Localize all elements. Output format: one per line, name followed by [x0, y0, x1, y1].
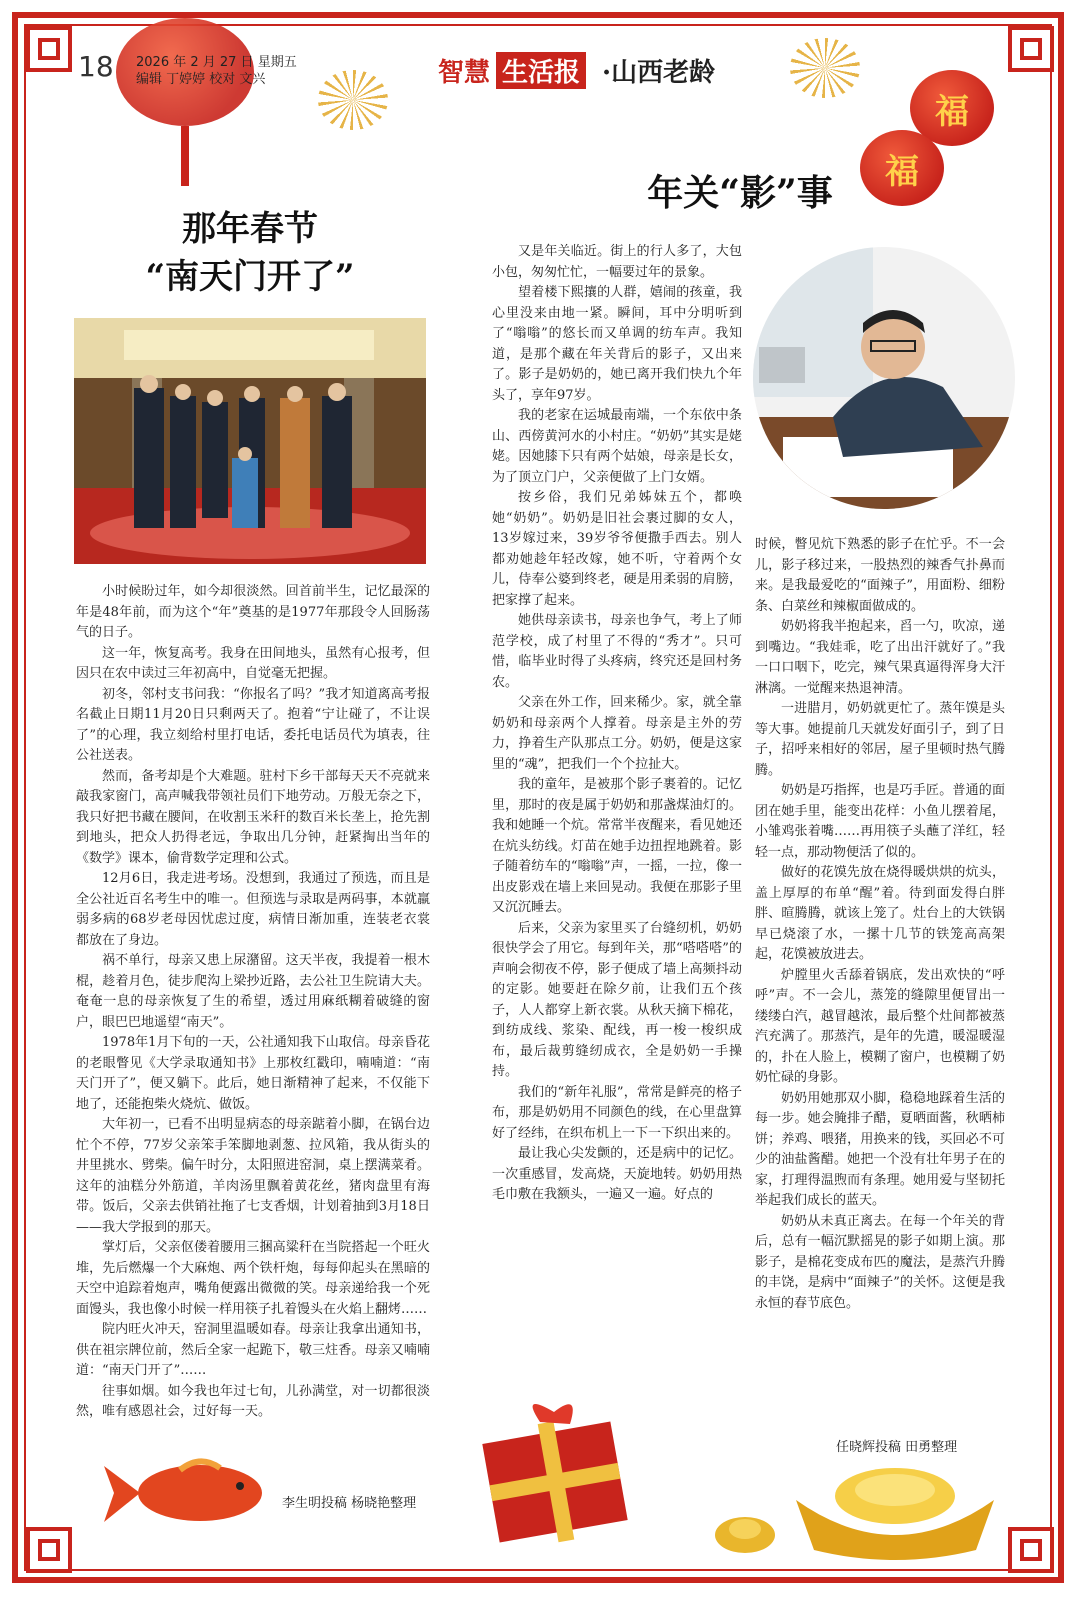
paragraph: 祸不单行，母亲又患上尿潴留。这天半夜，我提着一根木棍，趁着月色，徒步爬沟上梁抄近路，去公社卫生院请大夫。奄奄一息的母亲恢复了生的希望，透过用麻纸糊着破缝的窗户，眼巴巴地遥望“南天”。	[76, 953, 430, 1030]
gold-ingot-decoration	[790, 1450, 1000, 1560]
right-article-body-col1	[492, 242, 742, 1206]
paragraph: 小时候盼过年，如今却很淡然。回首前半生，记忆最深的年是48年前，而为这个“年”奠基的是1977年那段令人回肠荡气的日子。	[76, 584, 430, 640]
paragraph: 最让我心尖发颤的，还是病中的记忆。一次重感冒，发高烧，天旋地转。奶奶用热毛巾敷在我额头，一遍又一遍。好点的	[492, 1146, 742, 1202]
paragraph: 一进腊月，奶奶就更忙了。蒸年馍是头等大事。她提前几天就发好面引子，到了日子，招呼来相好的邻居，屋子里顿时热气腾腾。	[755, 701, 1005, 778]
issue-meta	[136, 54, 297, 88]
paragraph: 12月6日，我走进考场。没想到，我通过了预选，而且是全公社近百名考生中的唯一。但预选与录取是两码事，本就羸弱多病的68岁老母因忧虑过度，病情日渐加重，连装老衣裳都放在了身边。	[76, 871, 430, 948]
right-article-title: 年关“影”事	[647, 172, 833, 214]
corner-ornament	[1000, 18, 1062, 80]
paragraph: 炉膛里火舌舔着锅底，发出欢快的“呼呼”声。不一会儿，蒸笼的缝隙里便冒出一缕缕白汽，越冒越浓，最后整个灶间都被蒸汽充满了。那蒸汽，是年的先遣，暖湿暖湿的，扑在人脸上，模糊了窗户，也模糊了奶奶忙碌的身影。	[755, 967, 1005, 1085]
paragraph: 然而，备考却是个大难题。驻村下乡干部每天天不亮就来敲我家窗门，高声喊我带领社员们下地劳动。万般无奈之下，我只好把书藏在腰间，在收割玉米秆的数百米长垄上，抢先割到地头，把众人扔得老远，争取出几分钟，赶紧掏出当年的《数学》课本，偷背数学定理和公式。	[76, 768, 430, 866]
paragraph: 大年初一，已看不出明显病态的母亲踮着小脚，在锅台边忙个不停，77岁父亲笨手笨脚地剥葱、拉风箱，我从街头的井里挑水、劈柴。偏午时分，太阳照进窑洞，桌上摆满菜肴。这年的油糕分外筋道，羊肉汤里飘着黄花丝，猪肉盘里有海带。饭后，父亲去供销社拖了七支香烟，计划着抽到3月18日——我大学报到的那天。	[76, 1117, 430, 1235]
paragraph: 1978年1月下旬的一天，公社通知我下山取信。母亲昏花的老眼瞥见《大学录取通知书》上那枚红戳印，喃喃道：“南天门开了”，便又躺下。此后，她日渐精神了起来，不仅能下地了，还能抱柴火烧炕、做饭。	[76, 1035, 430, 1112]
masthead-wisdom: 智慧	[438, 58, 491, 88]
paragraph: 时候，瞥见炕下熟悉的影子在忙乎。不一会儿，影子移过来，一股热烈的辣香气扑鼻而来。是我最爱吃的“面辣子”，用面粉、细粉条、白菜丝和辣椒面做成的。	[755, 537, 1005, 614]
fortune-ornament: 福	[910, 70, 994, 146]
gold-nugget-decoration	[712, 1505, 778, 1557]
lantern-tassel	[181, 126, 189, 186]
paragraph: 我的童年，是被那个影子裹着的。记忆里，那时的夜是属于奶奶和那盏煤油灯的。我和她睡一个炕。常常半夜醒来，看见她还在炕头纺线。灯苗在她手边扭捏地跳着。影子随着纺车的“嗡嗡”声，一摇，一拉，像一出皮影戏在墙上来回晃动。我便在那影子里又沉沉睡去。	[492, 777, 742, 915]
page-number: 18	[78, 50, 114, 83]
author-portrait	[753, 247, 1015, 509]
right-article-byline: 任晓辉投稿 田勇整理	[836, 1440, 958, 1455]
title-line: 那年春节	[182, 209, 318, 249]
paragraph: 望着楼下熙攘的人群，嬉闹的孩童，我心里没来由地一紧。瞬间，耳中分明听到了“嗡嗡”的悠长而又单调的纺车声。我知道，是那个藏在年关背后的影子，又出来了。影子是奶奶的，她已离开我们快九个年头了，享年97岁。	[492, 285, 742, 403]
masthead-logo: 生活报	[496, 52, 586, 89]
issue-date: 2026 年 2 月 27 日 星期五	[136, 55, 297, 70]
paragraph: 按乡俗，我们兄弟姊妹五个，都唤她“奶奶”。奶奶是旧社会裹过脚的女人，13岁嫁过来，39岁爷爷便撒手西去。别人都劝她趁年轻改嫁，她不听，守着两个女儿，侍奉公婆到终老，硬是用柔弱的肩膀，把家撑了起来。	[492, 490, 742, 608]
paragraph: 她供母亲读书，母亲也争气，考上了师范学校，成了村里了不得的“秀才”。只可惜，临毕业时得了头疼病，终究还是回村务农。	[492, 613, 742, 690]
gift-box-decoration	[470, 1392, 650, 1552]
paragraph: 我的老家在运城最南端，一个东依中条山、西傍黄河水的小村庄。“奶奶”其实是姥姥。因她膝下只有两个姑娘，母亲是长女，为了顶立门户，父亲便做了上门女婿。	[492, 408, 742, 485]
koi-fish-decoration	[100, 1448, 280, 1538]
paragraph: 初冬，邻村支书问我：“你报名了吗？”我才知道离高考报名截止日期11月20日只剩两天了。抱着“宁让碰了，不让误了”的心理，我立刻给村里打电话，委托电话员代为填表，往公社送表。	[76, 686, 430, 763]
right-article-body-col2	[755, 535, 1005, 1314]
paragraph: 往事如烟。如今我也年过七旬，儿孙满堂，对一切都很淡然，唯有感恩社会，过好每一天。	[76, 1383, 430, 1419]
left-article-title	[100, 205, 400, 301]
group-photo	[74, 318, 426, 564]
paragraph: 奶奶是巧指挥，也是巧手匠。普通的面团在她手里，能变出花样：小鱼儿摆着尾，小雏鸡张着嘴……再用筷子头蘸了洋红，轻轻一点，那动物便活了似的。	[755, 783, 1005, 860]
paragraph: 我们的“新年礼服”，常常是鲜亮的格子布，那是奶奶用不同颜色的线，在心里盘算好了经纬，在织布机上一下一下织出来的。	[492, 1084, 742, 1141]
editor-credits: 编辑 丁婷婷 校对 文兴	[136, 72, 266, 87]
title-line: “南天门开了”	[145, 257, 355, 297]
paragraph: 又是年关临近。街上的行人多了，大包小包，匆匆忙忙，一幅要过年的景象。	[492, 244, 742, 280]
left-article-body	[76, 582, 430, 1423]
paragraph: 掌灯后，父亲伛偻着腰用三捆高粱秆在当院搭起一个旺火堆，先后燃爆一个大麻炮、两个铁杆炮，每每仰起头在黑暗的天空中追踪着炮声，嘴角便露出微微的笑。母亲递给我一个死面馒头，我也像小时候一样用筷子扎着馒头在火焰上翻烤……	[76, 1240, 430, 1317]
corner-ornament	[18, 1519, 80, 1581]
paragraph: 父亲在外工作，回来稀少。家，就全靠奶奶和母亲两个人撑着。母亲是主外的劳力，挣着生产队那点工分。奶奶，便是这家里的“魂”，把我们一个个拉扯大。	[492, 695, 742, 772]
page-header	[78, 50, 1008, 90]
paragraph: 这一年，恢复高考。我身在田间地头，虽然有心报考，但因只在农中读过三年初高中，自觉毫无把握。	[76, 645, 430, 681]
section-name: ·山西老龄	[602, 58, 716, 88]
paragraph: 做好的花馍先放在烧得暖烘烘的炕头，盖上厚厚的布单“醒”着。待到面发得白胖胖、暄腾腾，就该上笼了。灶台上的大铁锅早已烧滚了水，一摞十几节的铁笼高高架起，花馍被放进去。	[755, 865, 1005, 962]
fortune-ornament: 福	[860, 130, 944, 206]
left-article-byline: 李生明投稿 杨晓艳整理	[282, 1496, 417, 1511]
paragraph: 奶奶从未真正离去。在每一个年关的背后，总有一幅沉默摇晃的影子如期上演。那影子，是棉花变成布匹的魔法，是蒸汽升腾的丰饶，是病中“面辣子”的关怀。这便是我永恒的春节底色。	[755, 1213, 1005, 1311]
paragraph: 院内旺火冲天，窑洞里温暖如春。母亲让我拿出通知书，供在祖宗牌位前，然后全家一起跪下，敬三炷香。母亲又喃喃道：“南天门开了”……	[76, 1322, 430, 1378]
paragraph: 后来，父亲为家里买了台缝纫机，奶奶很快学会了用它。每到年关，那“嗒嗒嗒”的声响会彻夜不停，影子便成了墙上高频抖动的定影。她要赶在除夕前，让我们五个孩子，人人都穿上新衣裳。从秋天摘下棉花，到纺成线、浆染、配线，再一梭一梭织成布，最后裁剪缝纫成衣，全是奶奶一手操持。	[492, 920, 742, 1079]
corner-ornament	[18, 18, 80, 80]
paragraph: 奶奶将我半抱起来，舀一勺，吹凉，递到嘴边。“我娃乖，吃了出出汗就好了。”我一口口咽下，吃完，辣气果真逼得浑身大汗淋漓。一觉醒来热退神清。	[755, 619, 1005, 696]
masthead	[438, 52, 715, 89]
paragraph: 奶奶用她那双小脚，稳稳地踩着生活的每一步。她会腌排子醋，夏晒面酱，秋晒柿饼；养鸡、喂猪，用换来的钱，买回必不可少的油盐酱醋。她把一个没有壮年男子在的家，打理得温煦而有条理。她用爱与坚韧托举起我们成长的蓝天。	[755, 1090, 1005, 1208]
corner-ornament	[1000, 1519, 1062, 1581]
